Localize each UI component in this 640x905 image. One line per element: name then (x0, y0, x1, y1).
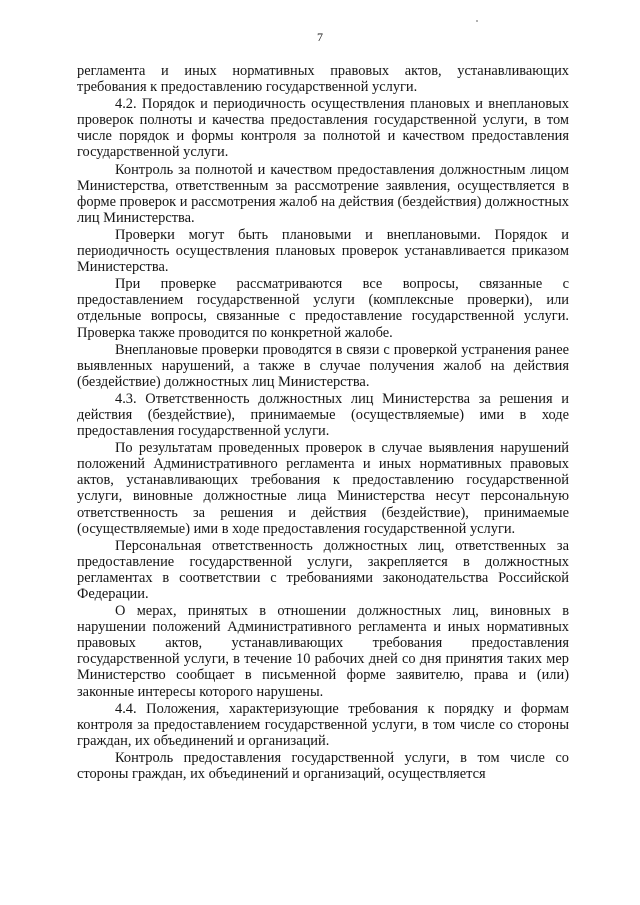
paragraph: Контроль за полнотой и качеством предоставления должностным лицом Министерства, ответственным за рассмотрение заявления, осуществляется в форме проверок и рассмотрения жалоб на действия (бездействия) должностных лиц Министерства. (77, 161, 569, 226)
paragraph: Внеплановые проверки проводятся в связи с проверкой устранения ранее выявленных нарушений, а также в случае получения жалоб на действия (бездействие) должностных лиц Министерства. (77, 341, 569, 390)
paragraph: Проверки могут быть плановыми и внеплановыми. Порядок и периодичность осуществления плановых проверок устанавливается приказом Министерства. (77, 226, 569, 276)
paragraph: О мерах, принятых в отношении должностных лиц, виновных в нарушении положений Административного регламента и иных нормативных правовых актов, устанавливающих требования предоставления государственной услуги, в течение 10 рабочих дней со дня принятия таких мер Министерство сообщает в письменной форме заявителю, права и (или) законные интересы которого нарушены. (77, 603, 569, 700)
section-heading-4-3: 4.3. Ответственность должностных лиц Министерства за решения и действия (бездействие), принимаемые (осуществляемые) ими в ходе предоставления государственной услуги. (77, 390, 569, 440)
paragraph: Контроль предоставления государственной услуги, в том числе со стороны граждан, их объединений и организаций, осуществляется (77, 749, 569, 783)
page-number: 7 (317, 30, 323, 44)
scan-speck (476, 20, 478, 22)
section-heading-4-2: 4.2. Порядок и периодичность осуществления плановых и внеплановых проверок полноты и качества предоставления государственной услуги, в том числе порядок и формы контроля за полнотой и качеством предоставления государственной услуги. (77, 96, 569, 161)
paragraph-continuation: регламента и иных нормативных правовых актов, устанавливающих требования к предоставлению государственной услуги. (77, 63, 569, 96)
paragraph: По результатам проведенных проверок в случае выявления нарушений положений Административного регламента и иных нормативных правовых актов, устанавливающих требования к предоставлению государственной услуги, виновные должностные лица Министерства несут персональную ответственность за решения и действия (бездействие), принимаемые (осуществляемые) ими в ходе предоставления государственной услуги. (77, 440, 569, 537)
paragraph: Персональная ответственность должностных лиц, ответственных за предоставление государственной услуги, закрепляется в должностных регламентах в соответствии с требованиями законодательства Российской Федерации. (77, 537, 569, 602)
paragraph: При проверке рассматриваются все вопросы, связанные с предоставлением государственной услуги (комплексные проверки), или отдельные вопросы, связанные с предоставление государственной услуги. Проверка также проводится по конкретной жалобе. (77, 276, 569, 341)
section-heading-4-4: 4.4. Положения, характеризующие требования к порядку и формам контроля за предоставлением государственной услуги, в том числе со стороны граждан, их объединений и организаций. (77, 700, 569, 749)
document-body (77, 63, 569, 782)
